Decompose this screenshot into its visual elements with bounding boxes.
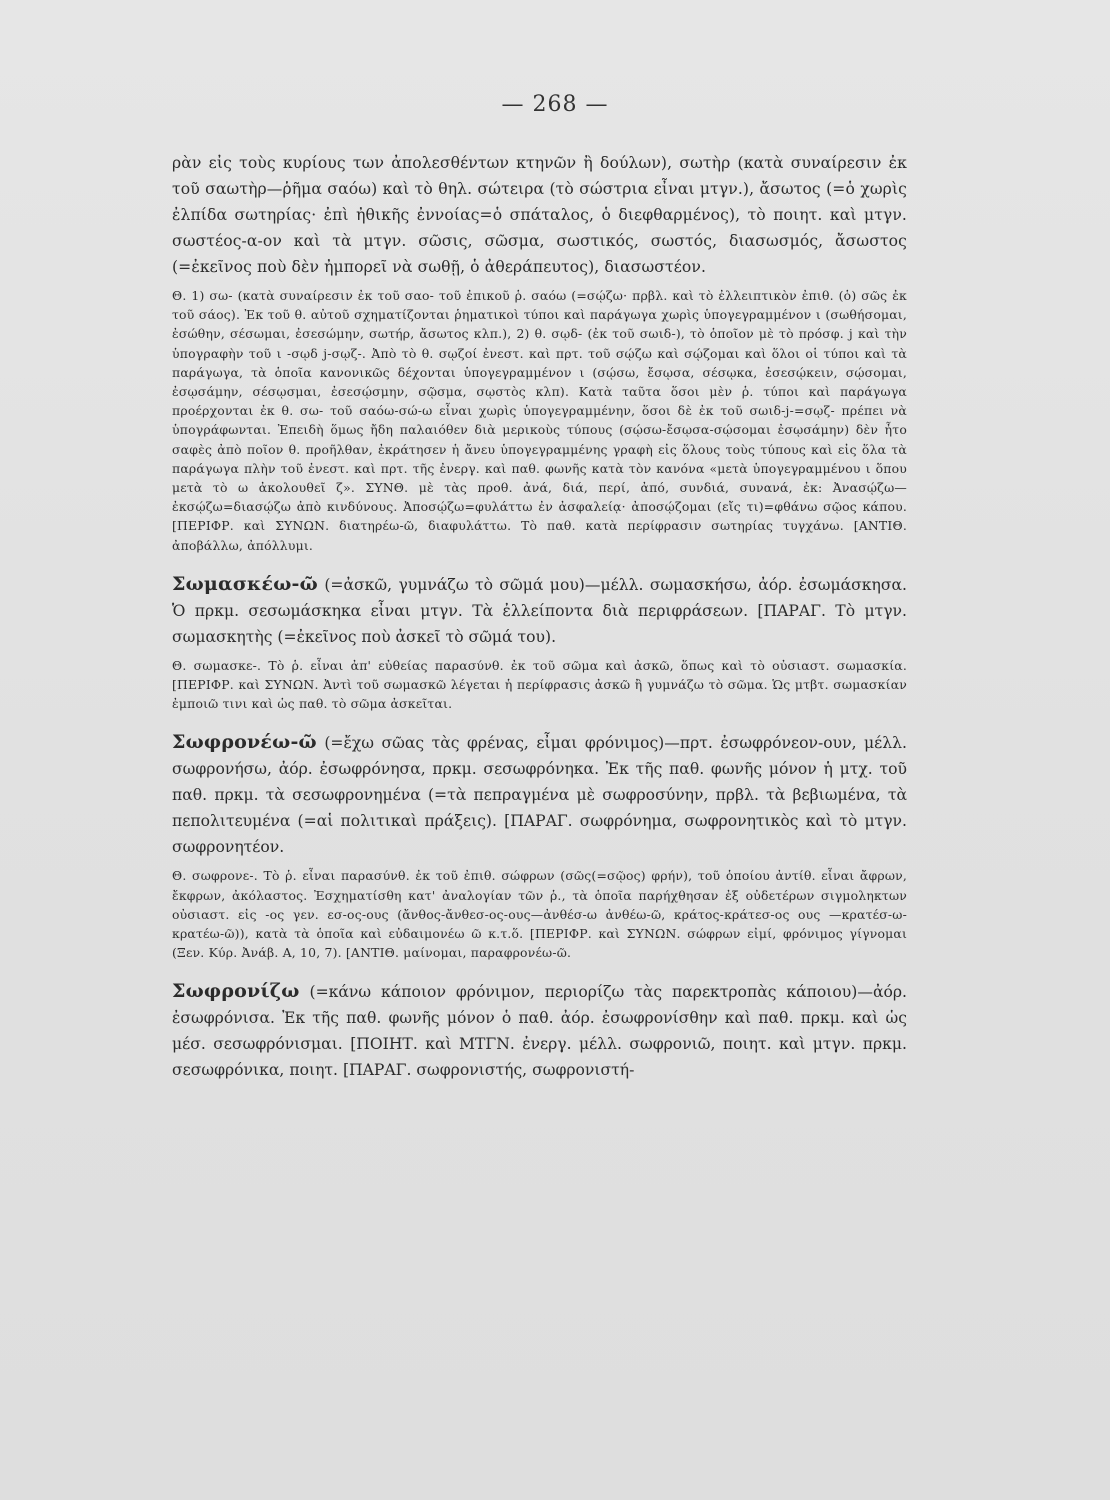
entry-headword: Σωφρονέω-ῶ bbox=[172, 731, 317, 754]
entry-headword: Σωμασκέω-ῶ bbox=[172, 572, 318, 595]
entry-definition: (=ἔχω σῶας τὰς φρένας, εἶμαι φρόνιμος)—πρτ. ἐσωφρόνεον-ουν, μέλλ. σωφρονήσω, ἀόρ. ἐσωφρόνησα, πρκμ. σεσωφρόνηκα. Ἐκ τῆς παθ. φωνῆς μόνον ἡ μτχ. τοῦ παθ. πρκμ. τὰ σεσωφρονημένα (=τὰ πεπραγμένα μὲ σωφροσύνην, πρβλ. τὰ βεβιωμένα, τὰ πεπολιτευμένα (=αἱ πολιτικαὶ πράξεις). [ΠΑΡΑΓ. σωφρόνημα, σωφρονητικὸς καὶ τὸ μτγν. σωφρονητέον. bbox=[172, 734, 907, 857]
etymology-note bbox=[172, 286, 907, 555]
etymology-note-text: Θ. σωμασκε-. Τὸ ῥ. εἶναι ἀπ' εὐθείας παρασύνθ. ἐκ τοῦ σῶμα καὶ ἀσκῶ, ὅπως καὶ τὸ οὐσιαστ. σωμασκία. [ΠΕΡΙΦΡ. καὶ ΣΥΝΩΝ. Ἀντὶ τοῦ σωμασκῶ λέγεται ἡ περίφρασις ἀσκῶ ἢ γυμνάζω τὸ σῶμα. Ὡς μτβτ. σωμασκίαν ἐμποιῶ τινι καὶ ὡς παθ. τὸ σῶμα ἀσκεῖται. bbox=[172, 657, 907, 712]
entry-continuation-text: ρὰν εἰς τοὺς κυρίους των ἀπολεσθέντων κτηνῶν ἢ δούλων), σωτὴρ (κατὰ συναίρεσιν ἐκ τοῦ σαωτὴρ—ῥῆμα σαόω) καὶ τὸ θηλ. σώτειρα (τὸ σώστρια εἶναι μτγν.), ἄσωτος (=ὁ χωρὶς ἐλπίδα σωτηρίας· ἐπὶ ἠθικῆς ἐννοίας=ὁ σπάταλος, ὁ διεφθαρμένος), τὸ ποιητ. καὶ μτγν. σωστέος-α-ον καὶ τὰ μτγν. σῶσις, σῶσμα, σωστικός, σωστός, διασωσμός, ἄσωστος (=ἐκεῖνος ποὺ δὲν ἠμπορεῖ νὰ σωθῇ, ὁ ἀθεράπευτος), διασωστέον. bbox=[172, 154, 907, 276]
etymology-note bbox=[172, 866, 907, 962]
etymology-note bbox=[172, 656, 907, 714]
dictionary-entry bbox=[172, 729, 907, 860]
entry-definition: (=κάνω κάποιον φρόνιμον, περιορίζω τὰς παρεκτροπὰς κάποιου)—ἀόρ. ἐσωφρόνισα. Ἐκ τῆς παθ. φωνῆς μόνον ὁ παθ. ἀόρ. ἐσωφρονίσθην καὶ παθ. πρκμ. καὶ ὡς μέσ. σεσωφρόνισμαι. [ΠΟΙΗΤ. καὶ ΜΤΓΝ. ἐνεργ. μέλλ. σωφρονιῶ, ποιητ. καὶ μτγν. πρκμ. σεσωφρόνικα, ποιητ. [ΠΑΡΑΓ. σωφρονιστής, σωφρονιστή- bbox=[172, 983, 907, 1080]
entry-continuation bbox=[172, 150, 907, 280]
etymology-note-text: Θ. σωφρονε-. Τὸ ῥ. εἶναι παρασύνθ. ἐκ τοῦ ἐπιθ. σώφρων (σῶς(=σῷος) φρήν), τοῦ ὁποίου ἀντίθ. εἶναι ἄφρων, ἔκφρων, ἀκόλαστος. Ἐσχηματίσθη κατ' ἀναλογίαν τῶν ῥ., τὰ ὁποῖα παρήχθησαν ἐξ οὐδετέρων σιγμοληκτων οὐσιαστ. εἰς -ος γεν. εσ-ος-ους (ἄνθος-ἄνθεσ-ος-ους—ἀνθέσ-ω ἀνθέω-ῶ, κράτος-κράτεσ-ος ους —κρατέσ-ω-κρατέω-ῶ)), κατὰ τὰ ὁποῖα καὶ εὐδαιμονέω ῶ κ.τ.ὅ. [ΠΕΡΙΦΡ. καὶ ΣΥΝΩΝ. σώφρων εἰμί, φρόνιμος γίγνομαι (Ξεν. Κύρ. Ἀνάβ. Α, 10, 7). [ΑΝΤΙΘ. μαίνομαι, παραφρονέω-ῶ. bbox=[172, 868, 907, 961]
page-number: — 268 — bbox=[501, 92, 609, 117]
entry-definition: (=ἀσκῶ, γυμνάζω τὸ σῶμά μου)—μέλλ. σωμασκήσω, ἀόρ. ἐσωμάσκησα. Ὁ πρκμ. σεσωμάσκηκα εἶναι μτγν. Τὰ ἐλλείποντα διὰ περιφράσεων. [ΠΑΡΑΓ. Τὸ μτγν. σωμασκητὴς (=ἐκεῖνος ποὺ ἀσκεῖ τὸ σῶμά του). bbox=[172, 575, 907, 646]
etymology-note-text: Θ. 1) σω- (κατὰ συναίρεσιν ἐκ τοῦ σαο- τοῦ ἐπικοῦ ῥ. σαόω (=σῴζω· πρβλ. καὶ τὸ ἐλλειπτικὸν ἐπιθ. (ὁ) σῶς ἐκ τοῦ σάος). Ἐκ τοῦ θ. αὐτοῦ σχηματίζονται ῥηματικοὶ τύποι καὶ παράγωγα χωρὶς ὑπογεγραμμένον ι (σωθήσομαι, ἐσώθην, σέσωμαι, ἐσεσώμην, σωτήρ, ἄσωτος κλπ.), 2) θ. σῳδ- (ἐκ τοῦ σωιδ-), τὸ ὁποῖον μὲ τὸ πρόσφ. j καὶ τὴν ὑπογραφὴν τοῦ ι -σῳδ j-σῳζ-. Ἀπὸ τὸ θ. σῳζοί ἐνεστ. καὶ πρτ. τοῦ σῴζω καὶ σῴζομαι καὶ ὅλοι οἱ τύποι καὶ τὰ παράγωγα, τὰ ὁποῖα κανονικῶς δέχονται ὑπογεγραμμένον ι (σῴσω, ἔσῳσα, σέσῳκα, ἐσεσῴκειν, σῴσομαι, ἐσῳσάμην, σέσῳσμαι, ἐσεσῴσμην, σῷσμα, σῳστὸς κλπ). Κατὰ ταῦτα ὅσοι μὲν ῥ. τύποι καὶ παράγωγα προέρχονται ἐκ θ. σω- τοῦ σαόω-σώ-ω εἶναι χωρὶς ὑπογεγραμμένην, ὅσοι δὲ ἐκ τοῦ σωιδ-j-=σῳζ- πρέπει νὰ ὑπογράφωνται. Ἐπειδὴ ὅμως ἤδη παλαιόθεν διὰ μερικοὺς τύπους (σῴσω-ἔσῳσα-σῴσομαι ἐσῳσάμην) δὲν ἦτο σαφὲς ἀπὸ ποῖον θ. προῆλθαν, ἐκράτησεν ἡ ἄνευ ὑπογεγραμμένης γραφὴ εἰς ὅλους τοὺς τύπους καὶ εἰς ὅλα τὰ παράγωγα πλὴν τοῦ ἐνεστ. καὶ πρτ. τῆς ἐνεργ. καὶ παθ. φωνῆς κατὰ τὸν κανόνα «μετὰ ὑπογεγραμμένου ι ὅπου μετὰ τὸ ω ἀκολουθεῖ ζ». ΣΥΝΘ. μὲ τὰς προθ. ἀνά, διά, περί, ἀπό, συνδιά, συνανά, ἐκ: Ἀνασῴζω—ἐκσῴζω=διασῴζω ἀπὸ κινδύνους. Ἀποσῴζω=φυλάττω ἐν ἀσφαλείᾳ· ἀποσῴζομαι (εἴς τι)=φθάνω σῷος κάπου. [ΠΕΡΙΦΡ. καὶ ΣΥΝΩΝ. διατηρέω-ῶ, διαφυλάττω. Τὸ παθ. κατὰ περίφρασιν σωτηρίας τυγχάνω. [ΑΝΤΙΘ. ἀποβάλλω, ἀπόλλυμι. bbox=[172, 288, 907, 553]
text-column bbox=[172, 150, 907, 1400]
dictionary-entry bbox=[172, 978, 907, 1083]
dictionary-entry bbox=[172, 571, 907, 650]
entry-headword: Σωφρονίζω bbox=[172, 980, 300, 1003]
